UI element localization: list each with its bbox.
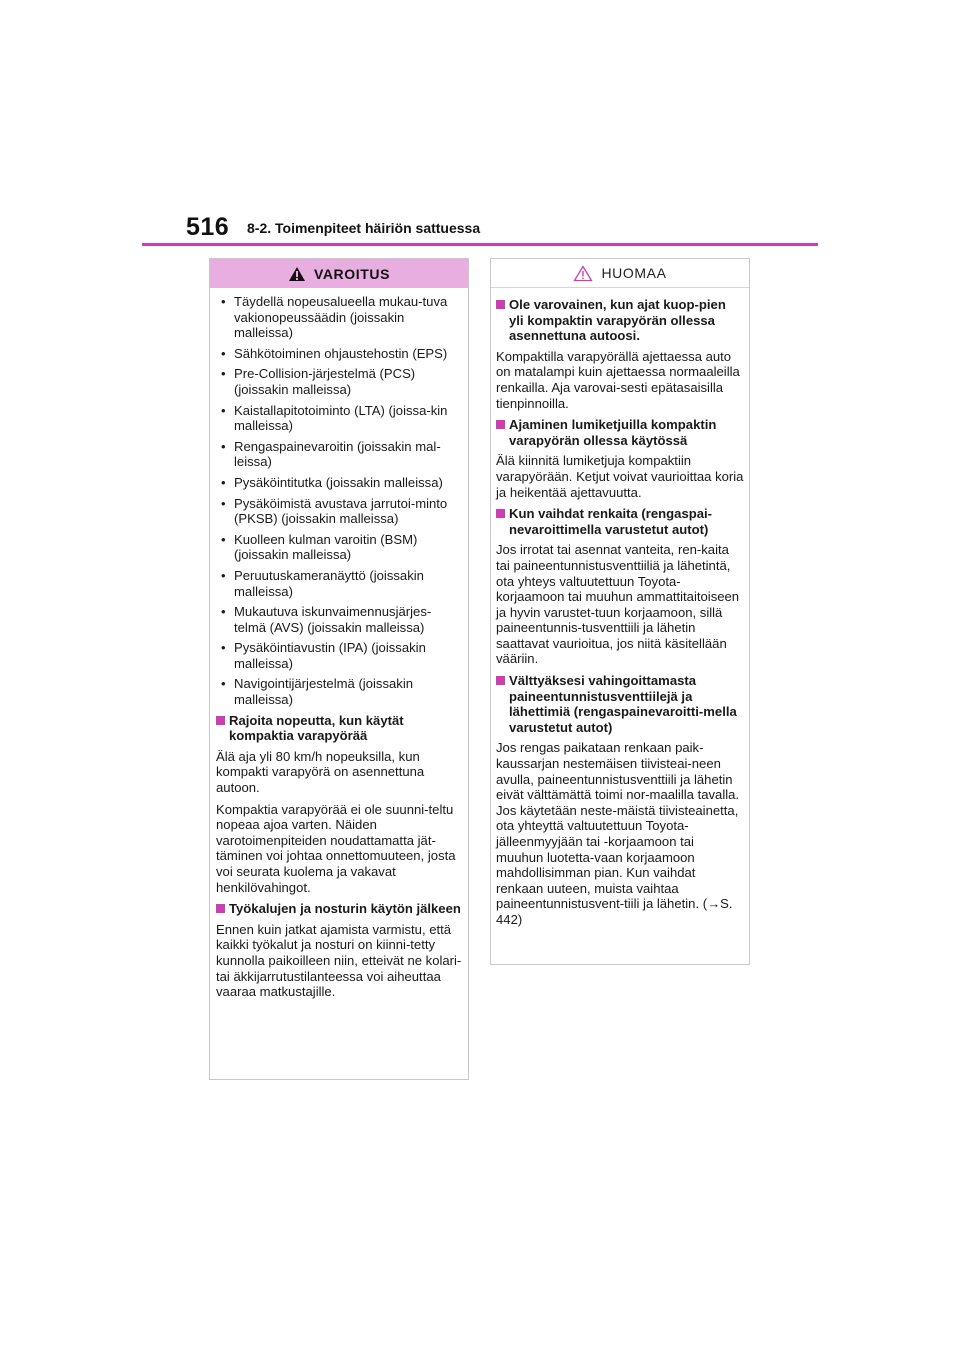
square-bullet-icon: [496, 300, 505, 309]
list-item: • Navigointijärjestelmä (joissakin malleissa): [216, 676, 462, 707]
paragraph: Älä kiinnitä lumiketjuja kompaktiin varapyörään. Ketjut voivat vaurioittaa koria ja heikentää ajettavuutta.: [496, 453, 744, 500]
list-item: • Pysäköintiavustin (IPA) (joissakin malleissa): [216, 640, 462, 671]
notice-title: HUOMAA: [601, 265, 667, 281]
list-item: • Sähkötoiminen ohjaustehostin (EPS): [216, 346, 462, 362]
warning-box-body: [210, 288, 468, 1000]
section-heading: Rajoita nopeutta, kun käytät kompaktia varapyörää: [216, 713, 462, 744]
paragraph: Älä aja yli 80 km/h nopeuksilla, kun kompakti varapyörä on asennettuna autoon.: [216, 748, 425, 796]
list-item: • Mukautuva iskunvaimennusjärjes-telmä (AVS) (joissakin malleissa): [216, 604, 462, 635]
list-item: • Peruutuskameranäyttö (joissakin malleissa): [216, 568, 462, 599]
list-item: • Kuolleen kulman varoitin (BSM) (joissakin malleissa): [216, 532, 462, 563]
warning-box-header: [210, 259, 468, 288]
section-title: 8-2. Toimenpiteet häiriön sattuessa: [247, 220, 481, 236]
list-item: • Pre-Collision-järjestelmä (PCS) (joissakin malleissa): [216, 366, 462, 397]
paragraph: Jos irrotat tai asennat vanteita, ren-kaita tai paineentunnistusventtiiliä ja lähetintä, ota yhteys valtuutettuun Toyota-korjaamoon tai muuhun ammattitaitoiseen ja hyvin varustet-tuun korjaamoon, sillä paineentunnis-tusventtiili ja lähetin saattavat vaurioitua, jos niitä käsitellään vääriin.: [496, 542, 740, 667]
list-item: • Pysäköintitutka (joissakin malleissa): [216, 475, 462, 491]
list-item: • Rengaspainevaroitin (joissakin mal-leissa): [216, 439, 462, 470]
paragraph: Kompaktia varapyörää ei ole suunni-teltu nopeaa ajoa varten. Näiden varotoimenpiteiden noudattamatta jät-täminen voi johtaa onnettomuuteen, josta voi seurata kuolema ja vakavat henkilövahingot.: [216, 801, 456, 895]
list-item: • Kaistallapitotoiminto (LTA) (joissa-kin malleissa): [216, 403, 462, 434]
header-divider: [142, 243, 818, 246]
section-heading: Ole varovainen, kun ajat kuop-pien yli kompaktin varapyörän ollessa asennettuna autoosi.: [496, 297, 744, 344]
section-heading: Työkalujen ja nosturin käytön jälkeen: [216, 901, 462, 917]
notice-box-header: [491, 259, 749, 288]
notice-box: [490, 258, 750, 965]
caution-triangle-icon: [573, 265, 593, 282]
paragraph: Ennen kuin jatkat ajamista varmistu, että kaikki työkalut ja nosturi on kiinni-tetty kunnolla paikoilleen niin, etteivät ne kolari- tai äkkijarrutustilanteessa voi aiheuttaa vaaraa matkustajille.: [216, 921, 462, 1000]
square-bullet-icon: [496, 420, 505, 429]
page-number: 516: [186, 213, 230, 241]
square-bullet-icon: [216, 716, 225, 725]
section-heading: Välttyäksesi vahingoittamasta paineentunnistusventtiilejä ja lähettimiä (rengaspainevaroitti-mella varustetut autot): [496, 673, 744, 735]
paragraph: Jos rengas paikataan renkaan paik-kaussarjan nestemäisen tiivisteai-neen avulla, paineentunnistusventtiili ja lähetin eivät välttämättä toimi nor-maalilla tavalla. Jos käytetään neste-mäistä tiivisteainetta, ota yhteyttä valtuutettuun Toyota-jälleenmyyjään tai -korjaamoon tai muuhun luotetta-vaan korjaamoon mahdollisimman pian. Kun vaihdat renkaan uuteen, muista vaihtaa paineentunnistusvent-tiili ja lähetin. (→S. 442): [496, 740, 740, 927]
warning-title: VAROITUS: [313, 265, 391, 282]
section-heading: Kun vaihdat renkaita (rengaspai-nevaroittimella varustetut autot): [496, 506, 744, 537]
paragraph: Kompaktilla varapyörällä ajettaessa auto on matalampi kuin ajettaessa normaaleilla renkailla. Aja varovai-sesti epätasaisilla tienpinnoilla.: [496, 348, 740, 411]
warning-bullet-list: [216, 294, 462, 708]
page-header: [0, 0, 960, 250]
square-bullet-icon: [496, 676, 505, 685]
square-bullet-icon: [216, 904, 225, 913]
warning-triangle-icon: [288, 266, 306, 282]
notice-box-body: [491, 288, 749, 928]
list-item: • Pysäköimistä avustava jarrutoi-minto (PKSB) (joissakin malleissa): [216, 496, 462, 527]
square-bullet-icon: [496, 509, 505, 518]
warning-box: [209, 258, 469, 1080]
list-item: • Täydellä nopeusalueella mukau-tuva vakionopeussäädin (joissakin malleissa): [216, 294, 462, 341]
section-heading: Ajaminen lumiketjuilla kompaktin varapyörän ollessa käytössä: [496, 417, 744, 448]
